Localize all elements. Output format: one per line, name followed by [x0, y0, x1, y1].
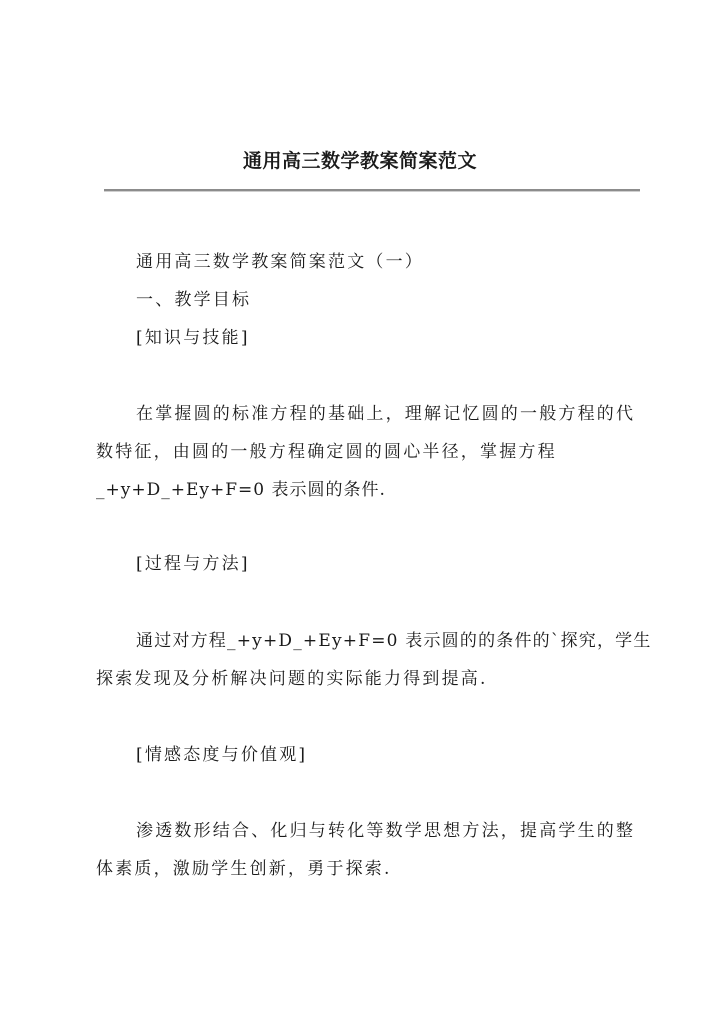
document-title: 通用高三数学教案简案范文	[242, 150, 477, 172]
title-divider	[104, 189, 640, 192]
subsection-heading: 一、教学目标	[136, 290, 252, 310]
section-heading: 通用高三数学教案简案范文（一）	[136, 252, 424, 272]
paragraph-line: 渗透数形结合、化归与转化等数学思想方法，提高学生的整	[136, 821, 636, 841]
paragraph-line: _+y+D_+Ey+F=0 表示圆的条件.	[96, 480, 386, 500]
paragraph-line: 在掌握圆的标准方程的基础上，理解记忆圆的一般方程的代	[136, 404, 636, 424]
paragraph-line: 通过对方程_+y+D_+Ey+F=0 表示圆的的条件的`探究，学生	[136, 631, 652, 651]
paragraph-line: 数特征，由圆的一般方程确定圆的圆心半径，掌握方程	[96, 442, 557, 462]
paragraph-line: 体素质，激励学生创新，勇于探索.	[96, 859, 392, 879]
bracket-heading-knowledge: [知识与技能]	[136, 328, 250, 348]
paragraph-line: 探索发现及分析解决问题的实际能力得到提高.	[96, 669, 488, 689]
bracket-heading-attitude: [情感态度与价值观]	[136, 745, 308, 765]
bracket-heading-process: [过程与方法]	[136, 554, 250, 574]
